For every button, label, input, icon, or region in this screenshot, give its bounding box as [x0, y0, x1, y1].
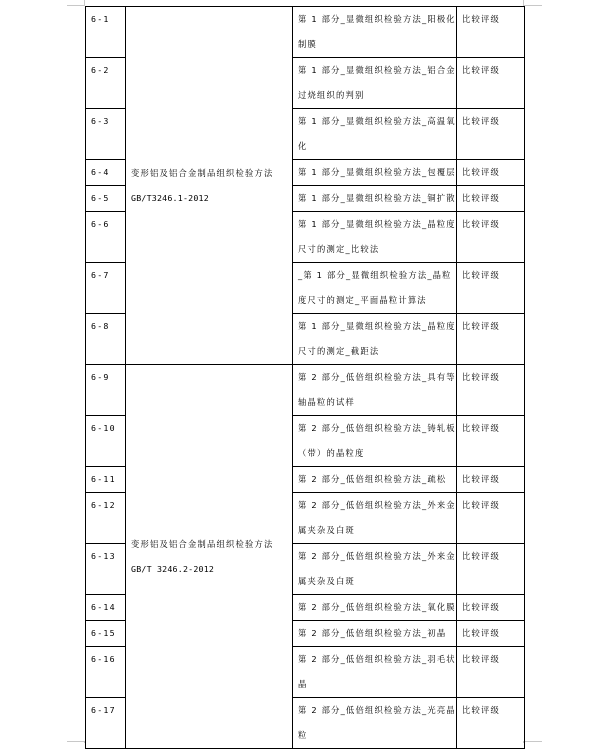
- test-item: 第 2 部分_低倍组织检验方法_羽毛状晶: [293, 647, 457, 698]
- evaluation-method: 比较评级: [457, 263, 525, 314]
- test-item: 第 2 部分_低倍组织检验方法_具有等轴晶粒的试样: [293, 365, 457, 416]
- evaluation-method: 比较评级: [457, 7, 525, 58]
- test-item: 第 1 部分_显微组织检验方法_包覆层: [293, 160, 457, 186]
- standard-code: GB/T 3246.2-2012: [131, 563, 215, 574]
- test-item: 第 2 部分_低倍组织检验方法_外来金属夹杂及白斑: [293, 544, 457, 595]
- crop-mark-bottom-left-h: [67, 741, 85, 742]
- standard-cell: [126, 7, 293, 365]
- crop-mark-top-right-h: [524, 5, 542, 6]
- row-number: 6-4: [86, 160, 126, 186]
- evaluation-method: 比较评级: [457, 698, 525, 749]
- test-item: 第 1 部分_显微组织检验方法_晶粒度尺寸的测定_比较法: [293, 212, 457, 263]
- test-item: 第 2 部分_低倍组织检验方法_铸轧板（带）的晶粒度: [293, 416, 457, 467]
- evaluation-method: 比较评级: [457, 544, 525, 595]
- row-number: 6-11: [86, 467, 126, 493]
- row-number: 6-16: [86, 647, 126, 698]
- row-number: 6-13: [86, 544, 126, 595]
- test-item: 第 1 部分_显微组织检验方法_阳极化制膜: [293, 7, 457, 58]
- evaluation-method: 比较评级: [457, 493, 525, 544]
- test-item: 第 2 部分_低倍组织检验方法_氧化膜: [293, 595, 457, 621]
- row-number: 6-14: [86, 595, 126, 621]
- test-item: _第 1 部分_显微组织检验方法_晶粒度尺寸的测定_平面晶粒计算法: [293, 263, 457, 314]
- table-row: [86, 365, 525, 416]
- evaluation-method: 比较评级: [457, 186, 525, 212]
- evaluation-method: 比较评级: [457, 58, 525, 109]
- evaluation-method: 比较评级: [457, 595, 525, 621]
- row-number: 6-12: [86, 493, 126, 544]
- row-number: 6-2: [86, 58, 126, 109]
- evaluation-method: 比较评级: [457, 365, 525, 416]
- crop-mark-top-left-h: [67, 5, 85, 6]
- row-number: 6-5: [86, 186, 126, 212]
- evaluation-method: 比较评级: [457, 416, 525, 467]
- crop-mark-bottom-right-h: [524, 741, 542, 742]
- evaluation-method: 比较评级: [457, 467, 525, 493]
- test-item: 第 2 部分_低倍组织检验方法_外来金属夹杂及白斑: [293, 493, 457, 544]
- row-number: 6-15: [86, 621, 126, 647]
- standard-code: GB/T3246.1-2012: [131, 192, 209, 203]
- standard-name: 变形铝及铝合金制品组织检验方法: [131, 538, 274, 549]
- evaluation-method: 比较评级: [457, 212, 525, 263]
- evaluation-method: 比较评级: [457, 160, 525, 186]
- row-number: 6-17: [86, 698, 126, 749]
- evaluation-method: 比较评级: [457, 314, 525, 365]
- row-number: 6-10: [86, 416, 126, 467]
- row-number: 6-3: [86, 109, 126, 160]
- standard-name: 变形铝及铝合金制品组织检验方法: [131, 167, 274, 178]
- test-item: 第 1 部分_显微组织检验方法_铜扩散: [293, 186, 457, 212]
- test-item: 第 2 部分_低倍组织检验方法_光亮晶粒: [293, 698, 457, 749]
- evaluation-method: 比较评级: [457, 621, 525, 647]
- evaluation-method: 比较评级: [457, 109, 525, 160]
- evaluation-method: 比较评级: [457, 647, 525, 698]
- table-row: [86, 7, 525, 58]
- row-number: 6-7: [86, 263, 126, 314]
- row-number: 6-6: [86, 212, 126, 263]
- standard-cell: [126, 365, 293, 749]
- test-item: 第 2 部分_低倍组织检验方法_初晶: [293, 621, 457, 647]
- test-item: 第 1 部分_显微组织检验方法_铝合金过烧组织的判别: [293, 58, 457, 109]
- standards-table: [85, 6, 525, 749]
- row-number: 6-1: [86, 7, 126, 58]
- test-item: 第 1 部分_显微组织检验方法_晶粒度尺寸的测定_截距法: [293, 314, 457, 365]
- row-number: 6-8: [86, 314, 126, 365]
- test-item: 第 1 部分_显微组织检验方法_高温氧化: [293, 109, 457, 160]
- row-number: 6-9: [86, 365, 126, 416]
- test-item: 第 2 部分_低倍组织检验方法_疏松: [293, 467, 457, 493]
